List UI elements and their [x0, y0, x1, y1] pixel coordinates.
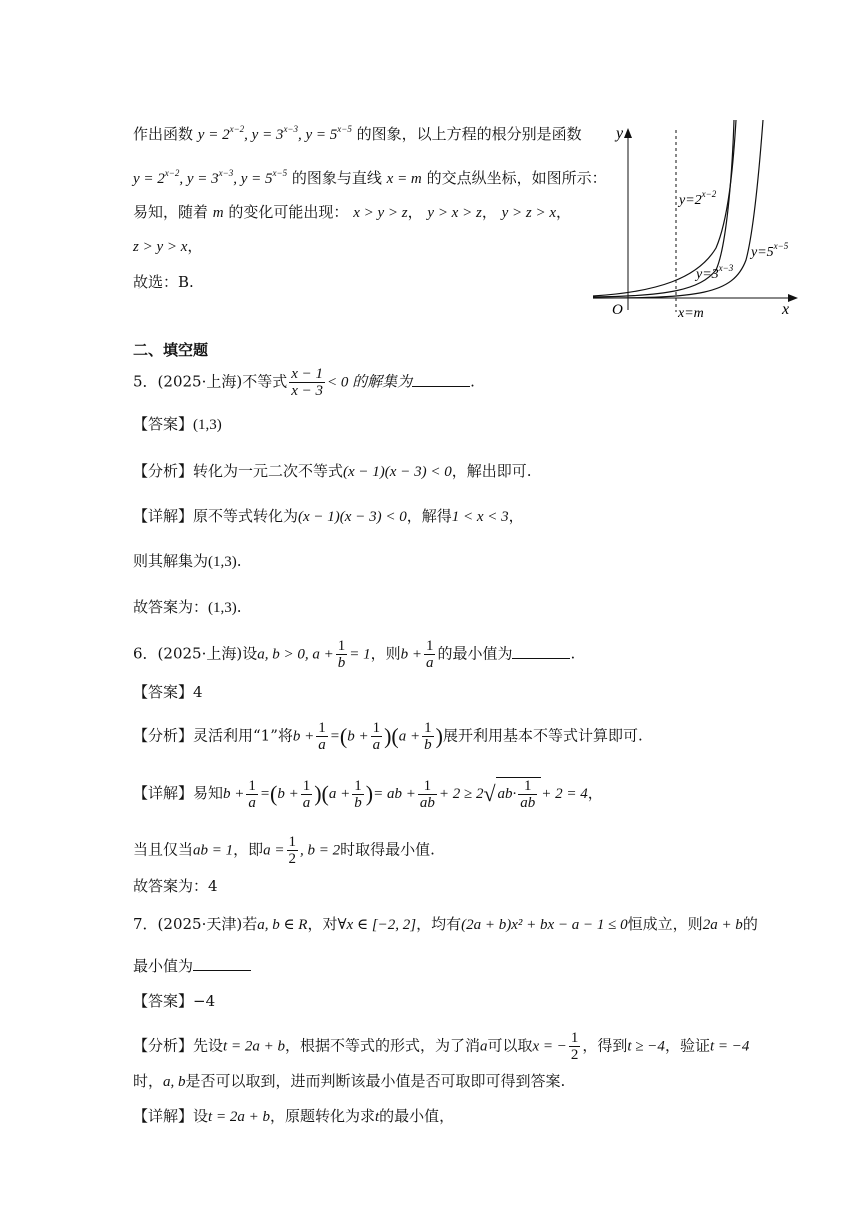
answer-blank	[193, 956, 251, 971]
function-graph	[588, 120, 803, 325]
curve-label-2: $y=2^{x-2}$	[679, 189, 717, 208]
math-functions: $y = 2^{x-2}$, $y = 3^{x-3}$, $y = 5^{x-5}$	[197, 124, 352, 143]
text-line: 当且仅当ab = 1，即a = $\frac{1}{2}$ , b = 2时取得最小值.	[133, 834, 435, 867]
answer-blank	[512, 644, 570, 659]
x-axis-label: x	[782, 301, 790, 318]
detail-line: 【详解】设t = 2a + b，原题转化为求t的最小值，	[133, 1107, 455, 1125]
text-line: 最小值为	[133, 956, 251, 976]
origin-label: O	[612, 302, 623, 318]
analysis-line: 【分析】灵活利用“1”将b + $\frac{1}{a}$ =(b + $\frac{1}{a}$ )(a + $\frac{1}{b}$ )展开利用基本不等式计算即可.	[133, 720, 643, 753]
final-answer: 故答案为：(1,3).	[133, 598, 242, 616]
detail-line: 【详解】原不等式转化为(x − 1)(x − 3) < 0，解得1 < x < 3，	[133, 507, 524, 525]
text-line: $y = 2^{x-2}$, $y = 3^{x-3}$, $y = 5^{x-5}$ 的图象与直线 x = m 的交点纵坐标，如图所示：	[133, 168, 607, 187]
question-5: 5．(2025·上海)不等式 $\frac{x - 1}{x - 3}$ < 0 的解集为 .	[133, 366, 475, 399]
analysis-line: 时，a, b是否可以取到，进而判断该最小值是否可取即可得到答案.	[133, 1072, 566, 1090]
text-line: 则其解集为(1,3).	[133, 552, 242, 570]
curve-label-3: $y=3^{x-3}$	[696, 263, 734, 282]
answer-line: 【答案】−4	[133, 992, 216, 1010]
text-line: 易知，随着 m 的变化可能出现： x > y > z， y > x > z， y > z > x，	[133, 203, 572, 221]
answer-line: 【答案】(1,3)	[133, 415, 222, 433]
answer-line: 故选：B.	[133, 273, 194, 291]
answer-line: 【答案】4	[133, 683, 203, 701]
y-axis-label: y	[616, 125, 624, 142]
section-title: 二、填空题	[133, 341, 209, 359]
curve-label-5: $y=5^{x-5}$	[751, 241, 789, 260]
detail-line: 【详解】易知b + $\frac{1}{a}$ =(b + $\frac{1}{a}$ )(a + $\frac{1}{b}$ )= ab + $\frac{1}{ab}$ + 2 ≥ 2√ ab· $\frac{1}{ab}$ + 2 = 4，	[133, 777, 603, 811]
analysis-line: 【分析】转化为一元二次不等式(x − 1)(x − 3) < 0，解出即可.	[133, 462, 532, 480]
text-line: z > y > x，	[133, 237, 203, 255]
final-answer: 故答案为：4	[133, 877, 218, 895]
question-6: 6．(2025·上海)设a, b > 0, a + $\frac{1}{b}$ = 1，则b + $\frac{1}{a}$ 的最小值为 .	[133, 638, 576, 671]
analysis-line: 【分析】先设t = 2a + b，根据不等式的形式，为了消a可以取x = − $\frac{1}{2}$ ，得到t ≥ −4，验证t = −4	[133, 1030, 750, 1063]
question-7: 7．(2025·天津)若a, b ∈ R，对∀x ∈ [−2, 2]，均有(2a + b)x² + bx − a − 1 ≤ 0恒成立，则2a + b的	[133, 915, 758, 933]
answer-blank	[412, 372, 470, 387]
text-line: 作出函数 $y = 2^{x-2}$, $y = 3^{x-3}$, $y = 5^{x-5}$ 的图象，以上方程的根分别是函数	[133, 124, 582, 143]
xm-label: x=m	[678, 306, 704, 321]
